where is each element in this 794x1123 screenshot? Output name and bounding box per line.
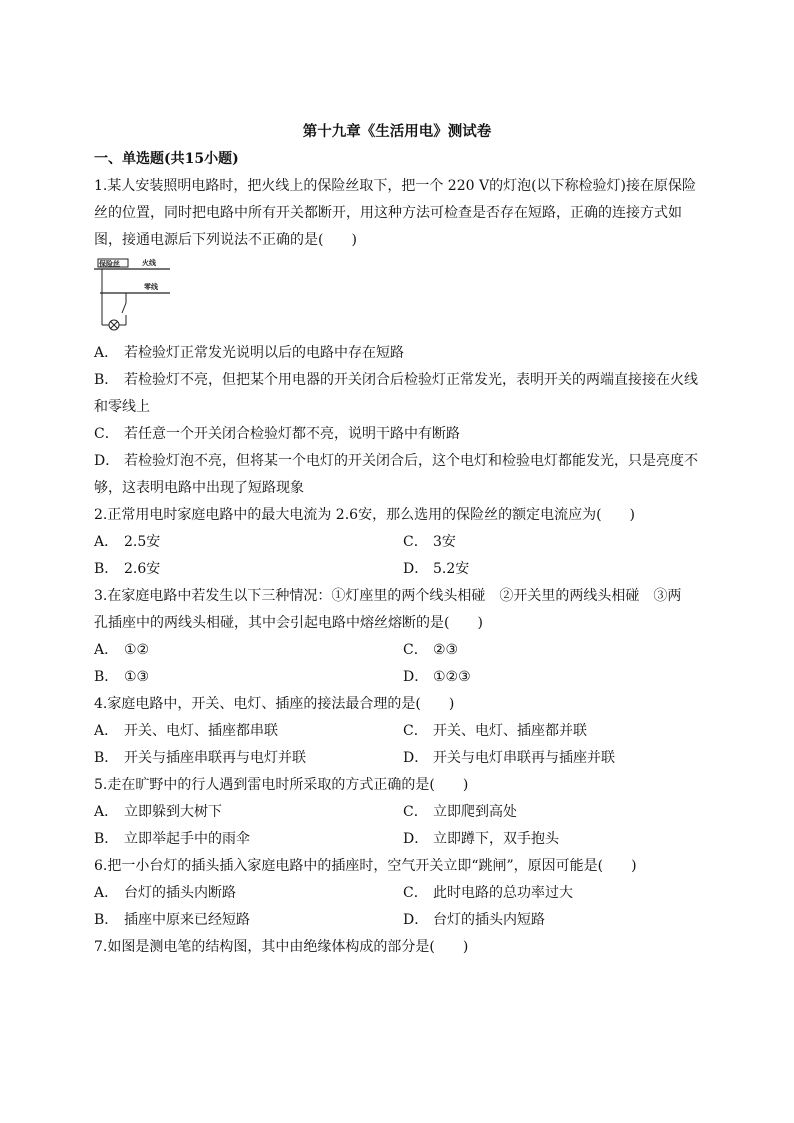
q2-option-c-letter: C．: [403, 534, 428, 550]
q1-option-c-text: 若任意一个开关闭合检验灯都不亮，说明干路中有断路: [124, 426, 460, 442]
q1-option-b-text-1: 若检验灯不亮，但把某个用电器的开关闭合后检验灯正常发光，表明开关的两端直接接在火线: [124, 372, 698, 388]
fuse-label: 保险丝: [99, 260, 120, 268]
q4-option-d-text: 开关与电灯串联再与插座并联: [433, 750, 615, 766]
q5-stem: 5.走在旷野中的行人遇到雷电时所采取的方式正确的是( ): [94, 777, 469, 793]
section-heading: 一、单选题(共15小题): [94, 151, 239, 167]
q2-option-a-letter: A．: [94, 534, 119, 550]
q6-stem: 6.把一小台灯的插头插入家庭电路中的插座时，空气开关立即“跳闸”，原因可能是( ): [94, 858, 637, 874]
q3-option-b-letter: B．: [94, 669, 119, 685]
q4-option-b-text: 开关与插座串联再与电灯并联: [124, 750, 306, 766]
q5-option-c: [403, 802, 517, 822]
q6-option-c: [403, 883, 573, 903]
q5-option-a: [94, 802, 222, 822]
q4-option-a: [94, 721, 278, 741]
q3-option-c-text: ②③: [433, 642, 459, 658]
q6-option-c-text: 此时电路的总功率过大: [433, 885, 573, 901]
q3-option-b-text: ①③: [124, 669, 150, 685]
q1-option-a-text: 若检验灯正常发光说明以后的电路中存在短路: [124, 345, 404, 361]
q6-option-d-letter: D．: [403, 912, 429, 928]
q3-option-d: [403, 667, 471, 687]
q6-option-d-text: 台灯的插头内短路: [433, 912, 545, 928]
q1-stem-line-2: 丝的位置，同时把电路中所有开关都断开，用这种方法可检查是否存在短路，正确的连接方式如: [94, 205, 682, 221]
q5-option-d-letter: D．: [403, 831, 429, 847]
q2-option-b-text: 2.6安: [124, 561, 161, 577]
q1-option-d: [94, 451, 698, 471]
q1-option-a: [94, 343, 404, 363]
live-wire-label: 火线: [142, 259, 156, 267]
q3-option-d-letter: D．: [403, 669, 429, 685]
q5-option-b-letter: B．: [94, 831, 119, 847]
q1-stem-line-3: 图，接通电源后下列说法不正确的是( ): [94, 232, 357, 248]
q1-option-b-line-2: 和零线上: [94, 399, 150, 415]
q5-option-d-text: 立即蹲下，双手抱头: [433, 831, 559, 847]
q6-option-a-letter: A．: [94, 885, 119, 901]
q5-option-b: [94, 829, 250, 849]
fuse-circuit-diagram: [94, 253, 172, 335]
q1-option-b: [94, 370, 698, 390]
q7-stem: 7.如图是测电笔的结构图，其中由绝缘体构成的部分是( ): [94, 939, 469, 955]
q6-option-a: [94, 883, 236, 903]
q4-option-c-letter: C．: [403, 723, 428, 739]
q4-option-a-letter: A．: [94, 723, 119, 739]
q3-option-b: [94, 667, 149, 687]
q1-option-d-letter: D．: [94, 453, 120, 469]
q3-option-c: [403, 640, 458, 660]
q2-option-b: [94, 559, 160, 579]
q2-option-a-text: 2.5安: [124, 534, 161, 550]
q3-stem-line-2: 孔插座中的两线头相碰，其中会引起电路中熔丝熔断的是( ): [94, 615, 483, 631]
q4-option-b-letter: B．: [94, 750, 119, 766]
q1-stem-line-1: 1.某人安装照明电路时，把火线上的保险丝取下，把一个 220 V的灯泡(以下称检验灯)接在原保险: [94, 178, 697, 194]
q2-option-d: [403, 559, 469, 579]
q6-option-b-text: 插座中原来已经短路: [124, 912, 250, 928]
q4-option-c-text: 开关、电灯、插座都并联: [433, 723, 587, 739]
q3-option-a: [94, 640, 149, 660]
q4-option-c: [403, 721, 587, 741]
q2-option-d-letter: D．: [403, 561, 429, 577]
neutral-wire-label: 零线: [144, 283, 158, 291]
q4-option-d: [403, 748, 615, 768]
q3-option-c-letter: C．: [403, 642, 428, 658]
q5-option-c-letter: C．: [403, 804, 428, 820]
q3-stem-line-1: 3.在家庭电路中若发生以下三种情况：①灯座里的两个线头相碰 ②开关里的两线头相碰 ③两: [94, 588, 682, 604]
q1-option-a-letter: A．: [94, 345, 119, 361]
q4-option-b: [94, 748, 306, 768]
q3-option-d-text: ①②③: [433, 669, 471, 685]
q1-option-c: [94, 424, 460, 444]
q6-option-a-text: 台灯的插头内断路: [124, 885, 236, 901]
q6-option-c-letter: C．: [403, 885, 428, 901]
q2-option-c-text: 3安: [433, 534, 456, 550]
q2-option-c: [403, 532, 456, 552]
q5-option-a-text: 立即躲到大树下: [124, 804, 222, 820]
q5-option-b-text: 立即举起手中的雨伞: [124, 831, 250, 847]
q5-option-c-text: 立即爬到高处: [433, 804, 517, 820]
q6-option-d: [403, 910, 545, 930]
q2-option-d-text: 5.2安: [433, 561, 470, 577]
q1-option-d-text-1: 若检验灯泡不亮，但将某一个电灯的开关闭合后，这个电灯和检验电灯都能发光，只是亮度不: [124, 453, 698, 469]
q4-option-d-letter: D．: [403, 750, 429, 766]
q6-option-b-letter: B．: [94, 912, 119, 928]
q5-option-d: [403, 829, 559, 849]
q4-stem: 4.家庭电路中，开关、电灯、插座的接法最合理的是( ): [94, 696, 455, 712]
q3-option-a-letter: A．: [94, 642, 119, 658]
q1-option-d-line-2: 够，这表明电路中出现了短路现象: [94, 480, 304, 496]
q4-option-a-text: 开关、电灯、插座都串联: [124, 723, 278, 739]
q5-option-a-letter: A．: [94, 804, 119, 820]
q6-option-b: [94, 910, 250, 930]
q2-stem: 2.正常用电时家庭电路中的最大电流为 2.6安，那么选用的保险丝的额定电流应为( ): [94, 507, 635, 523]
page-title: 第十九章《生活用电》测试卷: [302, 123, 492, 140]
q1-option-b-letter: B．: [94, 372, 119, 388]
q3-option-a-text: ①②: [124, 642, 150, 658]
q1-option-c-letter: C．: [94, 426, 119, 442]
q2-option-b-letter: B．: [94, 561, 119, 577]
switch-blade: [122, 303, 126, 313]
q2-option-a: [94, 532, 160, 552]
